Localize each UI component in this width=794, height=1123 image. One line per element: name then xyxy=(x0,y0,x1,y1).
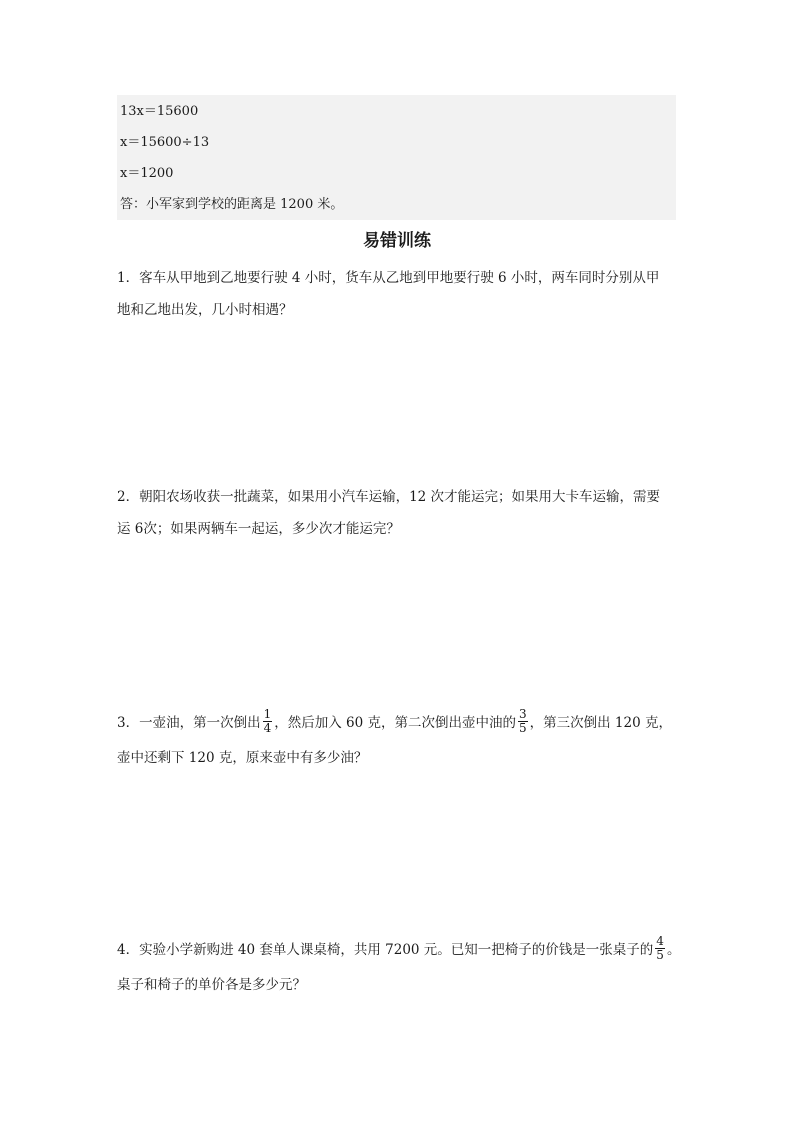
section-title: 易错训练 xyxy=(363,231,431,251)
answer-line-2: x＝15600÷13 xyxy=(120,135,210,150)
fraction-denominator: 5 xyxy=(656,948,664,962)
fraction-numerator: 4 xyxy=(656,934,664,948)
fraction-one-quarter xyxy=(263,708,273,735)
question-1-line-1: 1．客车从甲地到乙地要行驶 4 小时，货车从乙地到甲地要行驶 6 小时，两车同时分别从甲 xyxy=(117,270,660,286)
answer-conclusion: 答：小军家到学校的距离是 1200 米。 xyxy=(120,197,344,212)
question-2-line-1: 2．朝阳农场收获一批蔬菜，如果用小汽车运输，12 次才能运完；如果用大卡车运输，需要 xyxy=(117,489,661,505)
question-3-text-b: ，然后加入 60 克，第二次倒出壶中油的 xyxy=(274,715,516,731)
fraction-denominator: 4 xyxy=(263,721,272,735)
question-3-text-c: ，第三次倒出 120 克， xyxy=(529,715,672,731)
question-3-line-2: 壶中还剩下 120 克，原来壶中有多少油？ xyxy=(117,750,368,766)
fraction-numerator: 1 xyxy=(263,707,272,721)
answer-line-1: 13x＝15600 xyxy=(120,104,199,119)
question-4-text-b: 。 xyxy=(666,942,681,958)
fraction-four-fifths xyxy=(655,935,665,962)
question-4-line-1 xyxy=(117,934,681,964)
answer-line-3: x＝1200 xyxy=(120,166,174,181)
question-2-line-2: 运 6次；如果两辆车一起运，多少次才能运完？ xyxy=(117,521,400,537)
fraction-denominator: 5 xyxy=(519,721,527,735)
question-4-text-a: 4．实验小学新购进 40 套单人课桌椅，共用 7200 元。已知一把椅子的价钱是一张桌子的 xyxy=(117,942,654,958)
question-4-line-2: 桌子和椅子的单价各是多少元？ xyxy=(117,977,306,993)
question-1-line-2: 地和乙地出发，几小时相遇？ xyxy=(117,302,293,318)
fraction-three-fifths xyxy=(518,708,528,735)
question-3-text-a: 3．一壶油，第一次倒出 xyxy=(117,715,261,731)
fraction-numerator: 3 xyxy=(519,707,527,721)
question-3-line-1 xyxy=(117,707,672,737)
